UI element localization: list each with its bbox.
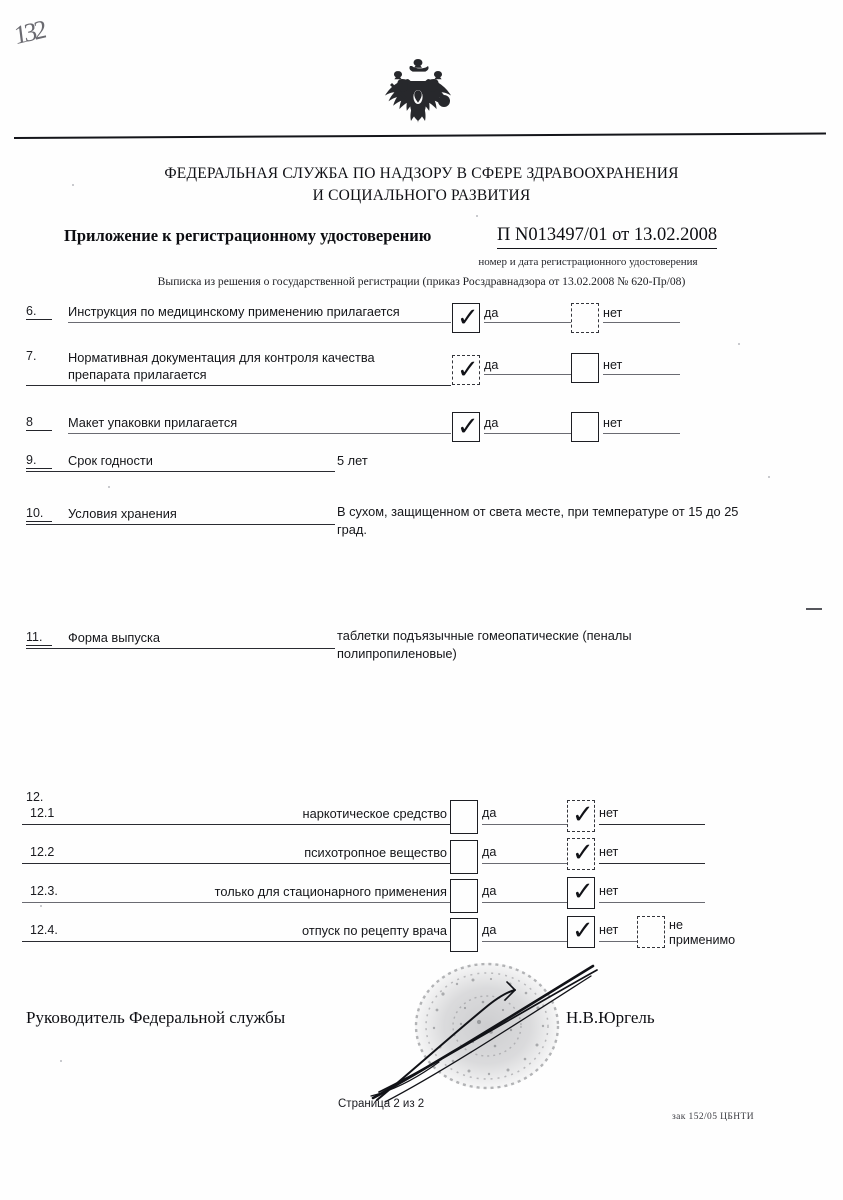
item-underline-10 (26, 524, 335, 525)
checkbox-caption-12-3-yes: да (482, 884, 497, 898)
checkbox-caption-12-2-no: нет (599, 845, 619, 859)
item-label-8: Макет упаковки прилагается (68, 415, 238, 430)
checkbox-12-4-yes[interactable] (450, 918, 478, 952)
item-underline-7 (26, 385, 451, 386)
item-underline-12-2b (482, 863, 567, 864)
registration-number-caption: номер и дата регистрационного удостоверения (478, 256, 698, 268)
scan-speck (72, 184, 74, 186)
item-number-12-3: 12.3. (30, 884, 58, 898)
item-number-12-2: 12.2 (30, 845, 55, 859)
checkbox-7-yes[interactable] (452, 355, 480, 385)
item-underline-12-2c (599, 863, 705, 864)
item-underline-12-4b (482, 941, 567, 942)
page-title (0, 163, 843, 207)
item-underline-6 (68, 322, 451, 323)
item-label-12-1: наркотическое средство (302, 806, 447, 821)
item-number-6: 6. (26, 304, 52, 320)
checkbox-12-4-not-applicable[interactable] (637, 916, 665, 948)
header-divider-rule (14, 132, 826, 139)
item-label-12-4: отпуск по рецепту врача (302, 923, 447, 938)
item-underline-12-3c (599, 902, 705, 903)
checkbox-caption-12-4-not-applicable: не применимо (669, 918, 736, 947)
item-label-7-line1: Нормативная документация для контроля качества (68, 350, 375, 365)
item-label-11: Форма выпуска (68, 630, 161, 645)
russian-coat-of-arms-emblem (372, 57, 464, 129)
checkbox-12-4-no[interactable] (567, 916, 595, 948)
item-number-8: 8 (26, 415, 52, 431)
item-number-7: 7. (26, 349, 37, 363)
org-title-line-1: ФЕДЕРАЛЬНАЯ СЛУЖБА ПО НАДЗОРУ В СФЕРЕ ЗДРАВООХРАНЕНИЯ (164, 165, 679, 182)
checkbox-12-1-no[interactable] (567, 800, 595, 832)
checkbox-12-3-yes[interactable] (450, 879, 478, 913)
handwritten-signature (355, 950, 655, 1110)
item-underline-8 (68, 433, 451, 434)
checkbox-caption-12-4-no: нет (599, 923, 619, 937)
scan-speck (60, 1060, 62, 1062)
checkbox-12-2-yes[interactable] (450, 840, 478, 874)
page-indicator: Страница 2 из 2 (338, 1098, 425, 1110)
item-value-10-line2: град. (337, 522, 367, 537)
item-label-12-3: только для стационарного применения (214, 884, 447, 899)
item-underline-11 (26, 648, 335, 649)
item-number-12-4: 12.4. (30, 923, 58, 937)
item-underline-6b (484, 322, 571, 323)
checkbox-caption-7-yes: да (484, 358, 499, 372)
signature-name: Н.В.Юргель (566, 1008, 655, 1027)
item-underline-12-1 (22, 824, 450, 825)
scan-speck (476, 215, 478, 217)
item-number-10: 10. (26, 506, 52, 522)
appendix-label: Приложение к регистрационному удостоверению (64, 226, 432, 245)
check-mark-icon: ✓ (572, 916, 594, 945)
scan-speck (40, 905, 42, 907)
registration-number: П N013497/01 от 13.02.2008 (497, 225, 717, 249)
check-mark-icon: ✓ (572, 877, 594, 906)
checkbox-8-no[interactable] (571, 412, 599, 442)
extract-decision-line: Выписка из решения о государственной регистрации (приказ Росздравнадзора от 13.02.2008 № 620-Пр/08) (157, 275, 686, 288)
checkbox-caption-7-no: нет (603, 358, 623, 372)
checkbox-caption-12-1-yes: да (482, 806, 497, 820)
item-number-9: 9. (26, 453, 52, 469)
item-underline-8c (603, 433, 680, 434)
checkbox-caption-6-yes: да (484, 306, 499, 320)
item-label-10: Условия хранения (68, 506, 177, 521)
item-underline-7b (484, 374, 571, 375)
checkbox-caption-6-no: нет (603, 306, 623, 320)
signature-title: Руководитель Федеральной службы (26, 1008, 286, 1027)
handwritten-margin-mark: 132 (12, 14, 46, 51)
org-title-line-2: И СОЦИАЛЬНОГО РАЗВИТИЯ (312, 187, 531, 204)
checkbox-caption-12-3-no: нет (599, 884, 619, 898)
checkbox-caption-12-4-yes: да (482, 923, 497, 937)
item-underline-6c (603, 322, 680, 323)
checkbox-caption-8-yes: да (484, 416, 499, 430)
item-number-12-1: 12.1 (30, 806, 55, 820)
item-value-9: 5 лет (337, 453, 368, 468)
check-mark-icon: ✓ (572, 838, 594, 867)
item-label-9: Срок годности (68, 453, 153, 468)
scan-margin-artifact (806, 608, 822, 610)
item-label-7-line2: препарата прилагается (68, 367, 207, 382)
check-mark-icon: ✓ (457, 303, 479, 332)
item-underline-9 (26, 471, 335, 472)
checkbox-6-yes[interactable] (452, 303, 480, 333)
item-value-11-line1: таблетки подъязычные гомеопатические (пеналы (337, 628, 632, 643)
item-underline-12-4c (599, 941, 637, 942)
checkbox-caption-12-2-yes: да (482, 845, 497, 859)
item-underline-12-3b (482, 902, 567, 903)
item-label-12-2: психотропное вещество (304, 845, 447, 860)
item-underline-12-2 (22, 863, 450, 864)
print-order-code: зак 152/05 ЦБНТИ (672, 1112, 754, 1122)
scan-speck (108, 486, 110, 488)
checkbox-12-3-no[interactable] (567, 877, 595, 909)
checkbox-12-1-yes[interactable] (450, 800, 478, 834)
item-underline-7c (603, 374, 680, 375)
scan-speck (768, 476, 770, 478)
scan-speck (738, 343, 740, 345)
item-underline-12-1c (599, 824, 705, 825)
checkbox-7-no[interactable] (571, 353, 599, 383)
item-underline-12-4 (22, 941, 450, 942)
checkbox-6-no[interactable] (571, 303, 599, 333)
checkbox-8-yes[interactable] (452, 412, 480, 442)
item-underline-12-3 (22, 902, 450, 903)
check-mark-icon: ✓ (457, 412, 479, 441)
checkbox-caption-12-1-no: нет (599, 806, 619, 820)
section-number-12: 12. (26, 790, 44, 804)
check-mark-icon: ✓ (572, 800, 594, 829)
item-number-11: 11. (26, 630, 52, 646)
item-value-11-line2: полипропиленовые) (337, 646, 457, 661)
item-underline-8b (484, 433, 571, 434)
official-round-stamp (395, 960, 580, 1095)
checkbox-caption-8-no: нет (603, 416, 623, 430)
item-underline-12-1b (482, 824, 567, 825)
check-mark-icon: ✓ (457, 355, 479, 384)
item-value-10-line1: В сухом, защищенном от света месте, при температуре от 15 до 25 (337, 504, 739, 519)
item-label-6: Инструкция по медицинскому применению прилагается (68, 304, 400, 319)
checkbox-12-2-no[interactable] (567, 838, 595, 870)
